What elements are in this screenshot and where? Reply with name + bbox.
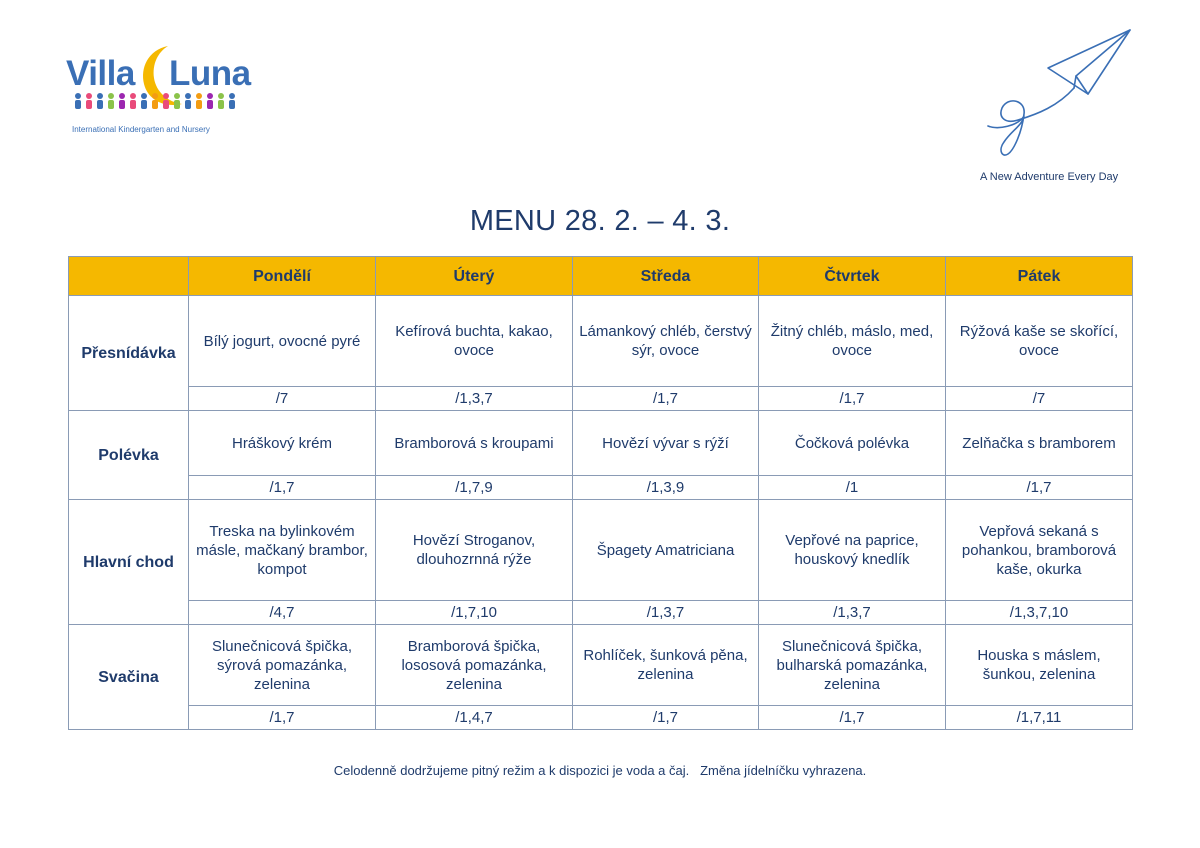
meal-item: Hráškový krém	[189, 411, 376, 476]
footer-note: Celodenně dodržujeme pitný režim a k dispozici je voda a čaj. Změna jídelníčku vyhrazena.	[333, 763, 867, 778]
meal-item: Bramborová špička, lososová pomazánka, zelenina	[376, 625, 573, 706]
allergen-cell: /7	[946, 387, 1133, 411]
allergen-cell: /1,7	[759, 387, 946, 411]
meal-item: Vepřová sekaná s pohankou, bramborová kaše, okurka	[946, 500, 1133, 601]
header-row	[69, 257, 1133, 296]
meal-label: Přesnídávka	[69, 296, 189, 411]
meal-item: Kefírová buchta, kakao, ovoce	[376, 296, 573, 387]
allergen-cell: /1,7,11	[946, 706, 1133, 730]
menu-table	[68, 256, 1133, 730]
allergen-cell: /1,3,9	[573, 476, 759, 500]
meal-item: Žitný chléb, máslo, med, ovoce	[759, 296, 946, 387]
allergen-row	[69, 601, 1133, 625]
allergen-row	[69, 476, 1133, 500]
meal-item: Rýžová kaše se skořící, ovoce	[946, 296, 1133, 387]
meal-item: Vepřové na paprice, houskový knedlík	[759, 500, 946, 601]
meal-item: Zelňačka s bramborem	[946, 411, 1133, 476]
meal-row-polevka	[69, 411, 1133, 476]
allergen-cell: /1	[759, 476, 946, 500]
meal-item: Slunečnicová špička, bulharská pomazánka, zelenina	[759, 625, 946, 706]
allergen-cell: /1,3,7	[759, 601, 946, 625]
page-title: MENU 28. 2. – 4. 3.	[469, 205, 731, 237]
allergen-cell: /1,7	[189, 476, 376, 500]
day-header: Čtvrtek	[759, 257, 946, 296]
allergen-cell: /4,7	[189, 601, 376, 625]
allergen-row	[69, 706, 1133, 730]
allergen-cell: /1,7	[759, 706, 946, 730]
meal-row-svacina	[69, 625, 1133, 706]
meal-row-hlavni-chod	[69, 500, 1133, 601]
meal-item: Lámankový chléb, čerstvý sýr, ovoce	[573, 296, 759, 387]
meal-item: Hovězí Stroganov, dlouhozrnná rýže	[376, 500, 573, 601]
logo	[66, 40, 256, 140]
meal-label: Polévka	[69, 411, 189, 500]
logo-tagline: International Kindergarten and Nursery	[72, 125, 210, 134]
allergen-cell: /1,7	[573, 706, 759, 730]
allergen-cell: /1,7	[573, 387, 759, 411]
allergen-cell: /1,4,7	[376, 706, 573, 730]
day-header: Úterý	[376, 257, 573, 296]
meal-item: Špagety Amatriciana	[573, 500, 759, 601]
logo-name-villa: Villa	[66, 54, 135, 93]
meal-item: Rohlíček, šunková pěna, zelenina	[573, 625, 759, 706]
meal-label: Hlavní chod	[69, 500, 189, 625]
meal-row-presnidavka	[69, 296, 1133, 387]
meal-item: Slunečnicová špička, sýrová pomazánka, zelenina	[189, 625, 376, 706]
day-header: Pondělí	[189, 257, 376, 296]
allergen-cell: /1,7	[946, 476, 1133, 500]
meal-item: Bramborová s kroupami	[376, 411, 573, 476]
allergen-row	[69, 387, 1133, 411]
allergen-cell: /1,3,7	[376, 387, 573, 411]
allergen-cell: /1,7,9	[376, 476, 573, 500]
allergen-cell: /1,7	[189, 706, 376, 730]
paper-plane-icon	[978, 26, 1138, 166]
children-icon	[72, 92, 244, 114]
day-header: Středa	[573, 257, 759, 296]
logo-name-luna: Luna	[169, 54, 251, 93]
meal-item: Houska s máslem, šunkou, zelenina	[946, 625, 1133, 706]
meal-item: Bílý jogurt, ovocné pyré	[189, 296, 376, 387]
meal-label: Svačina	[69, 625, 189, 730]
meal-item: Treska na bylinkovém másle, mačkaný brambor, kompot	[189, 500, 376, 601]
header-corner	[69, 257, 189, 296]
day-header: Pátek	[946, 257, 1133, 296]
allergen-cell: /7	[189, 387, 376, 411]
meal-item: Čočková polévka	[759, 411, 946, 476]
allergen-cell: /1,7,10	[376, 601, 573, 625]
slogan: A New Adventure Every Day	[980, 171, 1119, 183]
allergen-cell: /1,3,7	[573, 601, 759, 625]
allergen-cell: /1,3,7,10	[946, 601, 1133, 625]
meal-item: Hovězí vývar s rýží	[573, 411, 759, 476]
